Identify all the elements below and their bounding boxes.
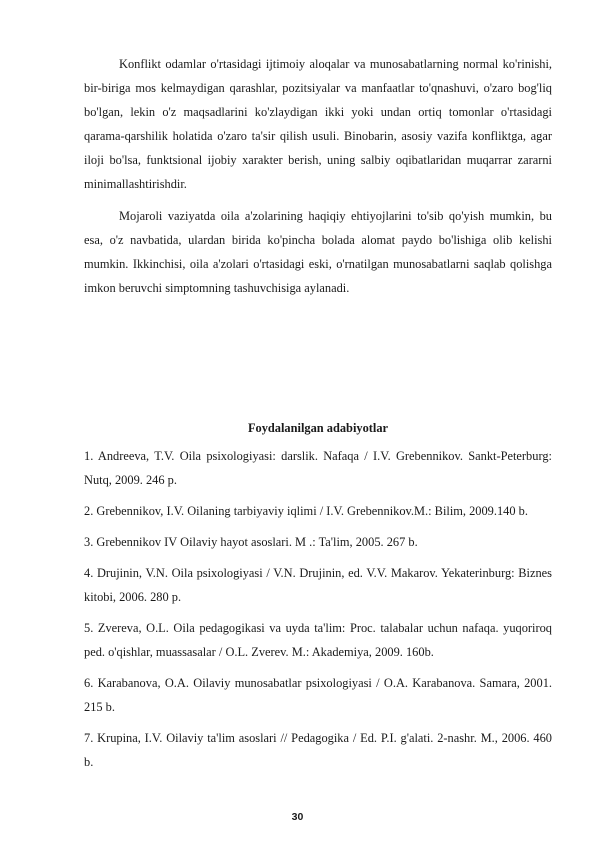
body-paragraph-2-container (84, 204, 552, 300)
references-list (84, 444, 552, 781)
body-paragraph-1-container (84, 52, 552, 196)
reference-item-2: 2. Grebennikov, I.V. Oilaning tarbiyaviy iqlimi / I.V. Grebennikov.M.: Bilim, 2009.140 b. (84, 504, 528, 518)
reference-item-7: 7. Krupina, I.V. Oilaviy ta'lim asoslari // Pedagogika / Ed. P.I. g'alati. 2-nashr. M., 2006. 460 b. (84, 731, 552, 769)
reference-item-4: 4. Drujinin, V.N. Oila psixologiyasi / V.N. Drujinin, ed. V.V. Makarov. Yekaterinburg: Biznes kitobi, 2006. 280 p. (84, 566, 552, 604)
reference-item-6: 6. Karabanova, O.A. Oilaviy munosabatlar psixologiyasi / O.A. Karabanova. Samara, 2001. 215 b. (84, 676, 552, 714)
body-paragraph-2: Mojaroli vaziyatda oila a'zolarining haqiqiy ehtiyojlarini to'sib qo'yish mumkin, bu esa, o'z navbatida, ulardan birida ko'pincha bolada alomat paydo bo'lishiga olib kelishi mumkin. Ikkinchisi, oila a'zolari o'rtasidagi eski, o'rnatilgan munosabatlarni saqlab qolishga imkon beruvchi simptomning tashuvchisiga aylanadi. (84, 209, 552, 295)
page-number: 30 (291, 811, 304, 823)
reference-item-5: 5. Zvereva, O.L. Oila pedagogikasi va uyda ta'lim: Proc. talabalar uchun nafaqa. yuqoriroq ped. o'qishlar, muassasalar / O.L. Zverev. M.: Akademiya, 2009. 160b. (84, 621, 552, 659)
reference-item-1: 1. Andreeva, T.V. Oila psixologiyasi: darslik. Nafaqa / I.V. Grebennikov. Sankt-Peterburg: Nutq, 2009. 246 p. (84, 449, 552, 487)
reference-item-3: 3. Grebennikov IV Oilaviy hayot asoslari. M .: Ta'lim, 2005. 267 b. (84, 535, 418, 549)
references-heading: Foydalanilgan adabiyotlar (247, 421, 389, 435)
body-paragraph-1: Konflikt odamlar o'rtasidagi ijtimoiy aloqalar va munosabatlarning normal ko'rinishi, bir-biriga mos kelmaydigan qarashlar, pozitsiyalar va manfaatlar to'qnashuvi, o'zaro bog'liq bo'lgan, lekin o'z maqsadlarini ko'zlaydigan ikki yoki undan ortiq tomonlar o'rtasidagi qarama-qarshilik holatida o'zaro ta'sir qilish usuli. Binobarin, asosiy vazifa konfliktga, agar iloji bo'lsa, funktsional ijobiy xarakter berish, uning salbiy oqibatlaridan muqarrar zararni minimallashtirishdir. (84, 57, 552, 191)
